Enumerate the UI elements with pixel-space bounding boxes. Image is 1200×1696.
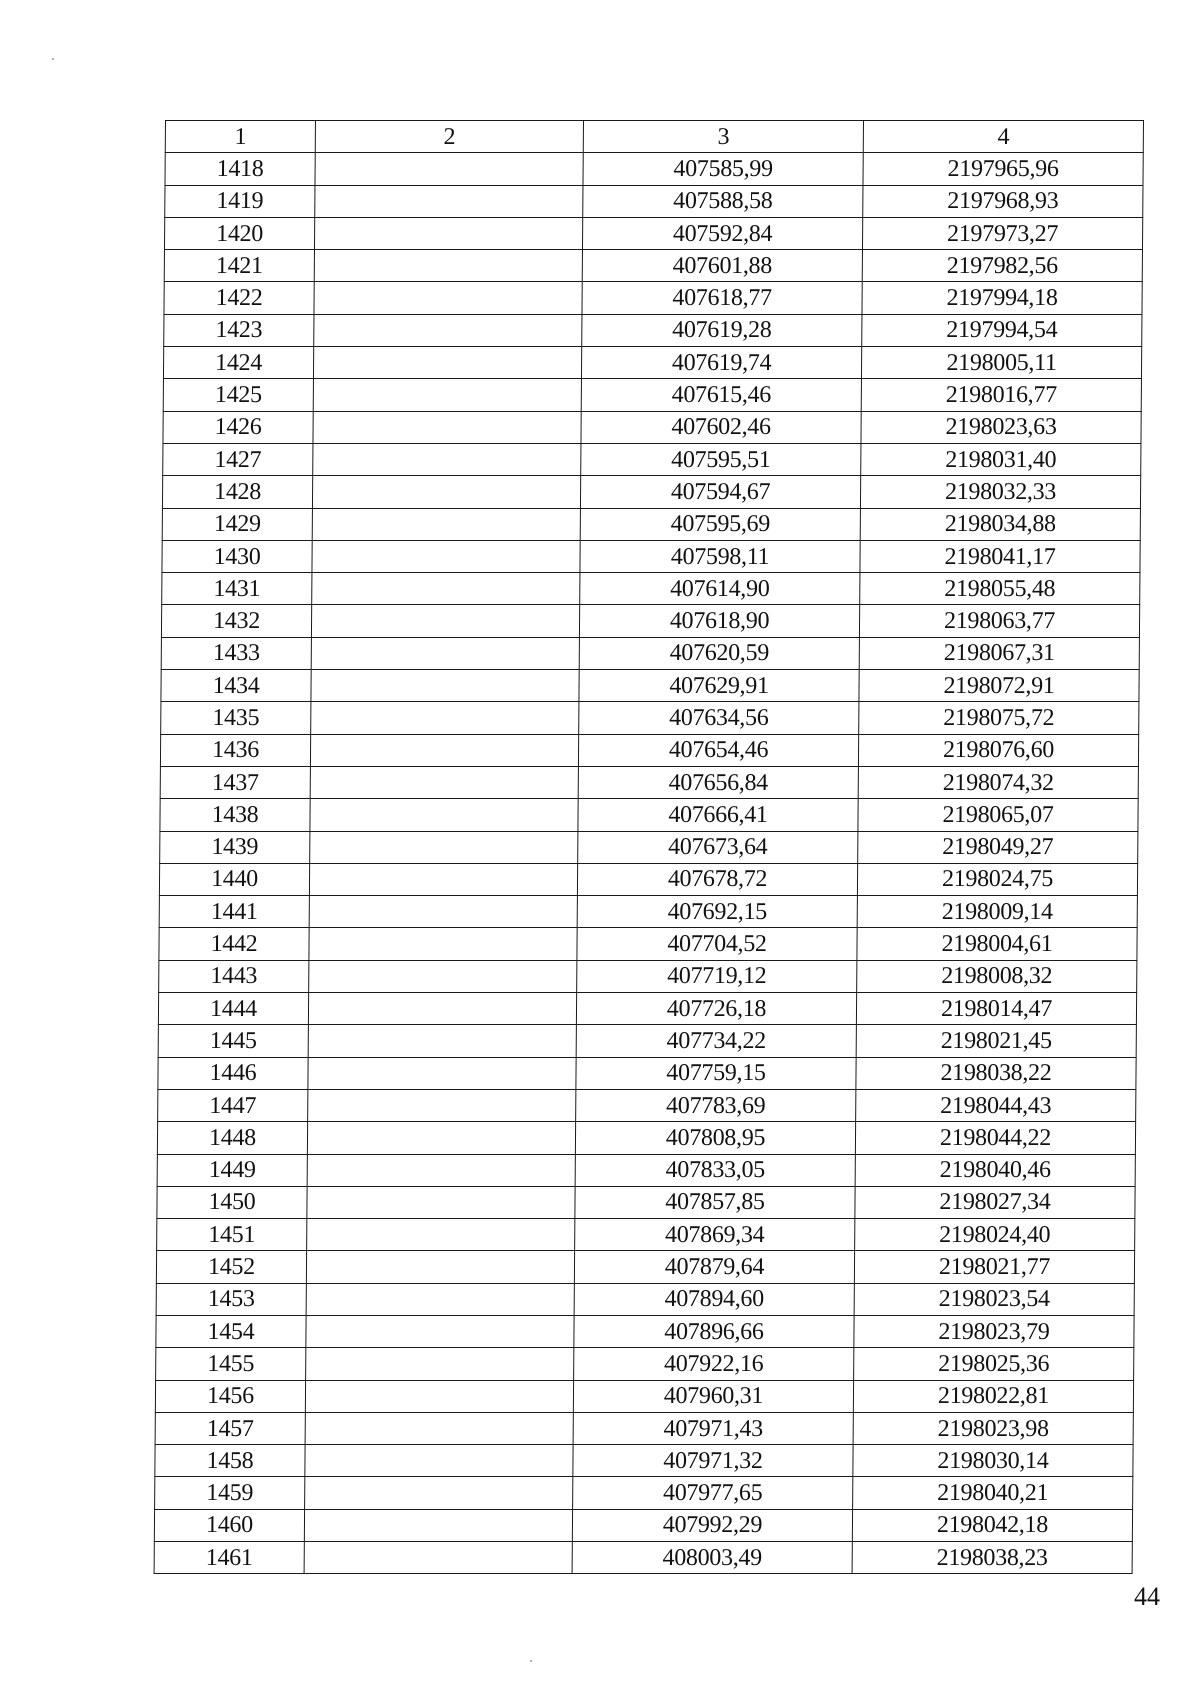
y-coordinate-cell: 2198038,22 [856, 1057, 1136, 1089]
x-coordinate-cell: 407585,99 [583, 153, 863, 185]
table-row [158, 1025, 1136, 1057]
x-coordinate-cell: 408003,49 [572, 1542, 852, 1574]
empty-cell [306, 1283, 574, 1315]
point-number-cell: 1457 [155, 1412, 305, 1444]
table-row [157, 1154, 1135, 1186]
x-coordinate-cell: 407629,91 [579, 670, 859, 702]
y-coordinate-cell: 2198030,14 [853, 1445, 1133, 1477]
table-row [160, 766, 1138, 798]
empty-cell [311, 605, 579, 637]
point-number-cell: 1439 [160, 831, 310, 863]
empty-cell [308, 1057, 576, 1089]
table-row [159, 928, 1137, 960]
point-number-cell: 1461 [154, 1542, 304, 1574]
x-coordinate-cell: 407759,15 [576, 1057, 856, 1089]
empty-cell [305, 1445, 573, 1477]
empty-cell [313, 443, 581, 475]
x-coordinate-cell: 407620,59 [579, 637, 859, 669]
y-coordinate-cell: 2197973,27 [862, 217, 1142, 249]
y-coordinate-cell: 2198023,54 [854, 1283, 1134, 1315]
table-row [164, 314, 1142, 346]
empty-cell [310, 734, 578, 766]
point-number-cell: 1432 [161, 605, 311, 637]
x-coordinate-cell: 407654,46 [578, 734, 858, 766]
y-coordinate-cell: 2198004,61 [857, 928, 1137, 960]
point-number-cell: 1421 [164, 250, 314, 282]
y-coordinate-cell: 2198027,34 [855, 1186, 1135, 1218]
table-row [164, 217, 1142, 249]
table-row [159, 896, 1137, 928]
point-number-cell: 1444 [158, 993, 308, 1025]
x-coordinate-cell: 407879,64 [574, 1251, 854, 1283]
point-number-cell: 1437 [160, 766, 310, 798]
point-number-cell: 1430 [162, 540, 312, 572]
x-coordinate-cell: 407673,64 [578, 831, 858, 863]
point-number-cell: 1450 [157, 1186, 307, 1218]
y-coordinate-cell: 2197982,56 [862, 250, 1142, 282]
table-body [154, 153, 1143, 1574]
y-coordinate-cell: 2198065,07 [858, 799, 1138, 831]
empty-cell [306, 1348, 574, 1380]
point-number-cell: 1451 [157, 1219, 307, 1251]
point-number-cell: 1427 [163, 443, 313, 475]
table-row [160, 734, 1138, 766]
point-number-cell: 1434 [161, 670, 311, 702]
y-coordinate-cell: 2198049,27 [858, 831, 1138, 863]
y-coordinate-cell: 2198063,77 [859, 605, 1139, 637]
point-number-cell: 1423 [164, 314, 314, 346]
empty-cell [305, 1380, 573, 1412]
y-coordinate-cell: 2197994,54 [862, 314, 1142, 346]
table-row [160, 831, 1138, 863]
table-row [154, 1542, 1132, 1574]
x-coordinate-cell: 407896,66 [574, 1315, 854, 1347]
y-coordinate-cell: 2198021,45 [856, 1025, 1136, 1057]
y-coordinate-cell: 2198023,98 [853, 1412, 1133, 1444]
table-row [163, 411, 1141, 443]
x-coordinate-cell: 407602,46 [581, 411, 861, 443]
empty-cell [311, 702, 579, 734]
point-number-cell: 1436 [160, 734, 310, 766]
x-coordinate-cell: 407588,58 [583, 185, 863, 217]
point-number-cell: 1422 [164, 282, 314, 314]
empty-cell [311, 670, 579, 702]
y-coordinate-cell: 2198044,22 [855, 1122, 1135, 1154]
y-coordinate-cell: 2198055,48 [860, 573, 1140, 605]
y-coordinate-cell: 2198016,77 [861, 379, 1141, 411]
empty-cell [314, 217, 582, 249]
table-row [156, 1283, 1134, 1315]
empty-cell [313, 379, 581, 411]
point-number-cell: 1418 [165, 153, 315, 185]
table-row [159, 960, 1137, 992]
empty-cell [308, 993, 576, 1025]
table-row [155, 1477, 1133, 1509]
empty-cell [305, 1412, 573, 1444]
x-coordinate-cell: 407857,85 [575, 1186, 855, 1218]
empty-cell [307, 1219, 575, 1251]
empty-cell [307, 1186, 575, 1218]
point-number-cell: 1445 [158, 1025, 308, 1057]
y-coordinate-cell: 2198067,31 [859, 637, 1139, 669]
point-number-cell: 1428 [162, 476, 312, 508]
empty-cell [314, 250, 582, 282]
empty-cell [310, 799, 578, 831]
empty-cell [312, 573, 580, 605]
table-row [162, 540, 1140, 572]
y-coordinate-cell: 2198014,47 [856, 993, 1136, 1025]
empty-cell [308, 1089, 576, 1121]
y-coordinate-cell: 2198075,72 [859, 702, 1139, 734]
x-coordinate-cell: 407960,31 [573, 1380, 853, 1412]
coordinates-table [154, 120, 1144, 1574]
empty-cell [308, 1025, 576, 1057]
y-coordinate-cell: 2198074,32 [858, 766, 1138, 798]
x-coordinate-cell: 407615,46 [581, 379, 861, 411]
table-row [155, 1445, 1133, 1477]
point-number-cell: 1424 [163, 347, 313, 379]
point-number-cell: 1425 [163, 379, 313, 411]
empty-cell [307, 1154, 575, 1186]
table-row [162, 508, 1140, 540]
point-number-cell: 1441 [159, 896, 309, 928]
point-number-cell: 1460 [154, 1509, 304, 1541]
empty-cell [312, 540, 580, 572]
x-coordinate-cell: 407726,18 [576, 993, 856, 1025]
table-row [162, 476, 1140, 508]
x-coordinate-cell: 407618,90 [579, 605, 859, 637]
y-coordinate-cell: 2198034,88 [860, 508, 1140, 540]
empty-cell [306, 1315, 574, 1347]
empty-cell [309, 896, 577, 928]
y-coordinate-cell: 2198024,40 [855, 1219, 1135, 1251]
x-coordinate-cell: 407922,16 [574, 1348, 854, 1380]
table-header-row [165, 121, 1143, 153]
point-number-cell: 1458 [155, 1445, 305, 1477]
scan-speck [530, 1660, 532, 1662]
y-coordinate-cell: 2197994,18 [862, 282, 1142, 314]
y-coordinate-cell: 2198021,77 [854, 1251, 1134, 1283]
table-row [157, 1122, 1135, 1154]
x-coordinate-cell: 407692,15 [577, 896, 857, 928]
empty-cell [314, 314, 582, 346]
empty-cell [315, 185, 583, 217]
y-coordinate-cell: 2198031,40 [861, 443, 1141, 475]
table-row [157, 1186, 1135, 1218]
point-number-cell: 1442 [159, 928, 309, 960]
table-row [161, 605, 1139, 637]
x-coordinate-cell: 407719,12 [577, 960, 857, 992]
column-header-1: 1 [165, 121, 315, 153]
table-row [163, 379, 1141, 411]
y-coordinate-cell: 2198025,36 [854, 1348, 1134, 1380]
point-number-cell: 1453 [156, 1283, 306, 1315]
y-coordinate-cell: 2198040,21 [853, 1477, 1133, 1509]
empty-cell [310, 766, 578, 798]
empty-cell [307, 1122, 575, 1154]
point-number-cell: 1431 [162, 573, 312, 605]
table-row [162, 573, 1140, 605]
y-coordinate-cell: 2198076,60 [858, 734, 1138, 766]
empty-cell [314, 282, 582, 314]
x-coordinate-cell: 407977,65 [573, 1477, 853, 1509]
empty-cell [312, 508, 580, 540]
point-number-cell: 1419 [165, 185, 315, 217]
page-number: 44 [1134, 1582, 1160, 1611]
table-row [165, 185, 1143, 217]
point-number-cell: 1435 [161, 702, 311, 734]
x-coordinate-cell: 407656,84 [578, 766, 858, 798]
x-coordinate-cell: 407595,69 [580, 508, 860, 540]
y-coordinate-cell: 2198024,75 [857, 863, 1137, 895]
x-coordinate-cell: 407619,74 [581, 347, 861, 379]
y-coordinate-cell: 2198005,11 [861, 347, 1141, 379]
x-coordinate-cell: 407601,88 [582, 250, 862, 282]
empty-cell [309, 928, 577, 960]
y-coordinate-cell: 2198008,32 [857, 960, 1137, 992]
empty-cell [304, 1509, 572, 1541]
point-number-cell: 1443 [159, 960, 309, 992]
y-coordinate-cell: 2197968,93 [863, 185, 1143, 217]
point-number-cell: 1459 [155, 1477, 305, 1509]
x-coordinate-cell: 407634,56 [579, 702, 859, 734]
point-number-cell: 1454 [156, 1315, 306, 1347]
empty-cell [306, 1251, 574, 1283]
y-coordinate-cell: 2197965,96 [863, 153, 1143, 185]
y-coordinate-cell: 2198023,79 [854, 1315, 1134, 1347]
empty-cell [312, 476, 580, 508]
table-row [158, 993, 1136, 1025]
empty-cell [305, 1477, 573, 1509]
y-coordinate-cell: 2198022,81 [853, 1380, 1133, 1412]
x-coordinate-cell: 407592,84 [582, 217, 862, 249]
x-coordinate-cell: 407618,77 [582, 282, 862, 314]
point-number-cell: 1440 [159, 863, 309, 895]
column-header-3: 3 [583, 121, 863, 153]
x-coordinate-cell: 407594,67 [580, 476, 860, 508]
x-coordinate-cell: 407595,51 [581, 443, 861, 475]
x-coordinate-cell: 407704,52 [577, 928, 857, 960]
x-coordinate-cell: 407833,05 [575, 1154, 855, 1186]
y-coordinate-cell: 2198042,18 [852, 1509, 1132, 1541]
x-coordinate-cell: 407598,11 [580, 540, 860, 572]
column-header-2: 2 [315, 121, 583, 153]
point-number-cell: 1448 [157, 1122, 307, 1154]
table-row [161, 637, 1139, 669]
table-row [158, 1057, 1136, 1089]
point-number-cell: 1438 [160, 799, 310, 831]
point-number-cell: 1446 [158, 1057, 308, 1089]
point-number-cell: 1456 [155, 1380, 305, 1412]
table-row [156, 1348, 1134, 1380]
y-coordinate-cell: 2198040,46 [855, 1154, 1135, 1186]
table-row [154, 1509, 1132, 1541]
table-row [164, 282, 1142, 314]
table-row [158, 1089, 1136, 1121]
empty-cell [304, 1542, 572, 1574]
column-header-4: 4 [863, 121, 1143, 153]
table-row [157, 1219, 1135, 1251]
x-coordinate-cell: 407614,90 [580, 573, 860, 605]
x-coordinate-cell: 407808,95 [575, 1122, 855, 1154]
point-number-cell: 1420 [164, 217, 314, 249]
empty-cell [313, 411, 581, 443]
table-row [164, 250, 1142, 282]
y-coordinate-cell: 2198009,14 [857, 896, 1137, 928]
point-number-cell: 1449 [157, 1154, 307, 1186]
x-coordinate-cell: 407971,43 [573, 1412, 853, 1444]
table-row [165, 153, 1143, 185]
table-row [155, 1412, 1133, 1444]
x-coordinate-cell: 407971,32 [573, 1445, 853, 1477]
empty-cell [311, 637, 579, 669]
x-coordinate-cell: 407619,28 [582, 314, 862, 346]
x-coordinate-cell: 407869,34 [575, 1219, 855, 1251]
empty-cell [310, 831, 578, 863]
table-row [161, 702, 1139, 734]
y-coordinate-cell: 2198023,63 [861, 411, 1141, 443]
x-coordinate-cell: 407894,60 [574, 1283, 854, 1315]
x-coordinate-cell: 407678,72 [577, 863, 857, 895]
empty-cell [315, 153, 583, 185]
point-number-cell: 1452 [156, 1251, 306, 1283]
x-coordinate-cell: 407992,29 [572, 1509, 852, 1541]
table-row [160, 799, 1138, 831]
y-coordinate-cell: 2198041,17 [860, 540, 1140, 572]
empty-cell [313, 347, 581, 379]
table-row [156, 1251, 1134, 1283]
point-number-cell: 1429 [162, 508, 312, 540]
x-coordinate-cell: 407734,22 [576, 1025, 856, 1057]
empty-cell [309, 960, 577, 992]
table-row [155, 1380, 1133, 1412]
point-number-cell: 1433 [161, 637, 311, 669]
empty-cell [309, 863, 577, 895]
table-row [156, 1315, 1134, 1347]
point-number-cell: 1447 [158, 1089, 308, 1121]
table-row [163, 347, 1141, 379]
table-row [161, 670, 1139, 702]
point-number-cell: 1455 [156, 1348, 306, 1380]
y-coordinate-cell: 2198032,33 [860, 476, 1140, 508]
table-row [159, 863, 1137, 895]
y-coordinate-cell: 2198038,23 [852, 1542, 1132, 1574]
y-coordinate-cell: 2198044,43 [856, 1089, 1136, 1121]
scan-speck [52, 58, 54, 60]
point-number-cell: 1426 [163, 411, 313, 443]
x-coordinate-cell: 407783,69 [576, 1089, 856, 1121]
x-coordinate-cell: 407666,41 [578, 799, 858, 831]
y-coordinate-cell: 2198072,91 [859, 670, 1139, 702]
table-row [163, 443, 1141, 475]
